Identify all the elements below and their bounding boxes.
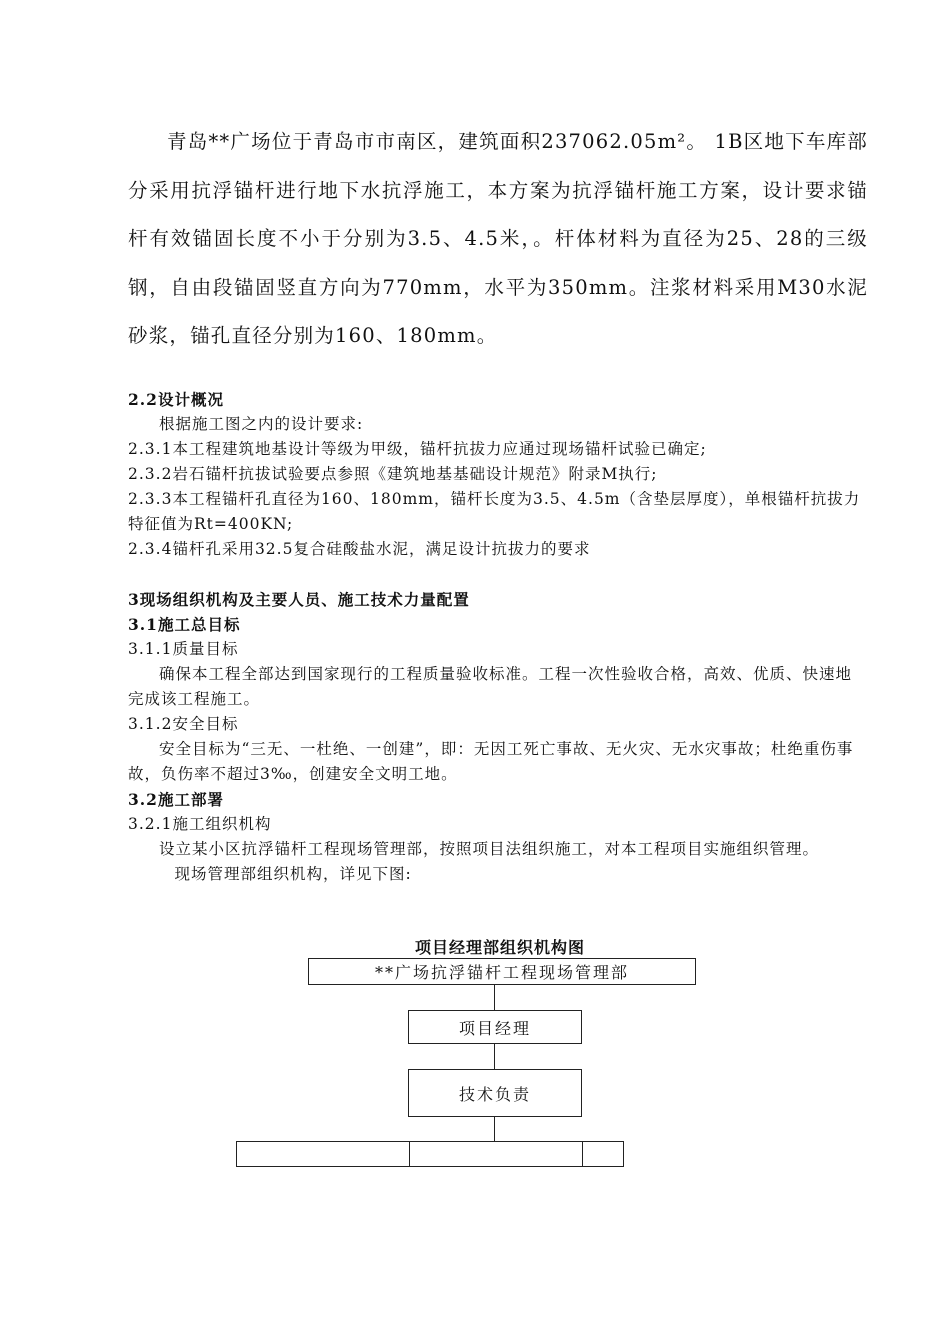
list-item: 2.3.3本工程锚杆孔直径为160、180mm，锚杆长度为3.5、4.5m（含垫层厚度），单根锚杆抗拔力特征值为Rt=400KN;: [128, 490, 861, 533]
item-heading: 3.2.1施工组织机构: [128, 815, 272, 833]
list-item: 2.3.2岩石锚杆抗拔试验要点参照《建筑地基基础设计规范》附录M执行;: [128, 465, 658, 483]
intro-section: [128, 118, 868, 361]
org-bottom-cell: [582, 1141, 624, 1167]
intro-paragraph: 青岛**广场位于青岛市市南区，建筑面积237062.05m²。 1B区地下车库部分采用抗浮锚杆进行地下水抗浮施工，本方案为抗浮锚杆施工方案，设计要求锚杆有效锚固长度不小于分别为3.5、4.5米，。杆体材料为直径为25、28的三级钢，自由段锚固竖直方向为770mm，水平为350mm。注浆材料采用M30水泥砂浆，锚孔直径分别为160、180mm。: [128, 130, 868, 347]
org-top-box: **广场抗浮锚杆工程现场管理部: [308, 958, 696, 985]
subsection-heading: 3.1施工总目标: [128, 615, 241, 634]
paragraph: 确保本工程全部达到国家现行的工程质量验收标准。工程一次性验收合格，高效、优质、快速地完成该工程施工。: [128, 665, 853, 708]
paragraph: 安全目标为“三无、一杜绝、一创建”，即：无因工死亡事故、无火灾、无水灾事故；杜绝重伤事故，负伤率不超过3‰，创建安全文明工地。: [128, 740, 854, 783]
connector-line: [494, 985, 495, 1010]
subsection-heading: 3.2施工部署: [128, 790, 224, 809]
org-box-project-manager: 项目经理: [408, 1010, 582, 1044]
paragraph: 设立某小区抗浮锚杆工程现场管理部，按照项目法组织施工，对本工程项目实施组织管理。: [159, 840, 820, 858]
list-item: 2.3.1本工程建筑地基设计等级为甲级，锚杆抗拔力应通过现场锚杆试验已确定;: [128, 440, 707, 458]
item-heading: 3.1.2安全目标: [128, 715, 239, 733]
section-intro: 根据施工图之内的设计要求:: [159, 415, 364, 433]
org-box-technical-lead: 技术负责: [408, 1069, 582, 1117]
section-3: [128, 587, 868, 887]
connector-line: [494, 1117, 495, 1142]
org-bottom-cell: [409, 1141, 583, 1167]
item-heading: 3.1.1质量目标: [128, 640, 239, 658]
list-item: 2.3.4锚杆孔采用32.5复合硅酸盐水泥，满足设计抗拔力的要求: [128, 540, 591, 558]
section-heading: 3现场组织机构及主要人员、施工技术力量配置: [128, 590, 470, 609]
section-2-2: [128, 387, 868, 562]
org-chart-title: 项目经理部组织机构图: [414, 938, 585, 957]
org-bottom-cell: [236, 1141, 410, 1167]
section-heading: 2.2设计概况: [128, 390, 224, 409]
paragraph: 现场管理部组织机构，详见下图:: [174, 865, 412, 883]
connector-line: [494, 1044, 495, 1069]
